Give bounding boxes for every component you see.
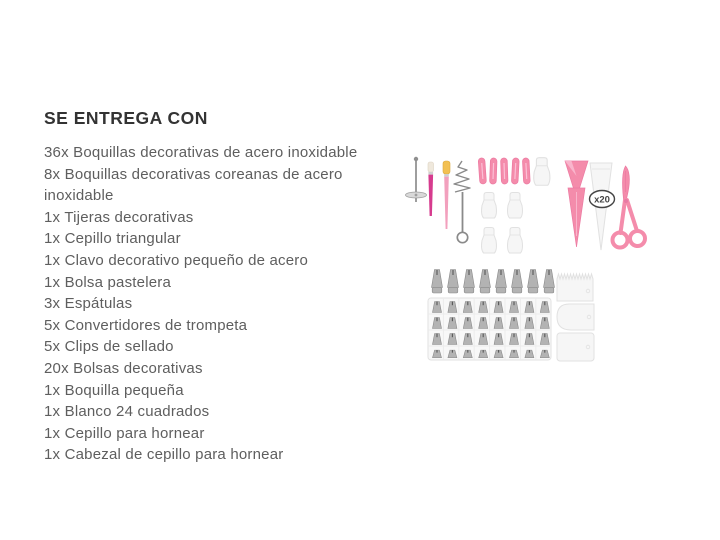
pastry-brush-graphic (443, 161, 450, 229)
disposable-bags-graphic (590, 163, 615, 250)
kit-item: 1x Boquilla pequeña (44, 381, 184, 399)
kit-item: 1x Tijeras decorativas (44, 208, 194, 226)
serrated-scraper-graphic (557, 274, 593, 301)
kit-item: 1x Clavo decorativo pequeño de acero (44, 251, 309, 269)
flower-nail-graphic (406, 157, 427, 202)
flower-scissors-graphic (613, 166, 646, 248)
spiral-brush-icon (454, 161, 470, 243)
decorating-brush-graphic (428, 162, 434, 216)
kit-item: 1x Cepillo para hornear (44, 424, 205, 442)
flat-scraper-graphic (557, 333, 594, 361)
kit-item: 1x Bolsa pastelera (44, 273, 172, 291)
kit-item: 3x Espátulas (44, 295, 133, 313)
round-scraper-graphic (557, 304, 594, 330)
nozzle-storage-tray-graphic (428, 298, 551, 360)
kit-item: 36x Boquillas decorativas de acero inoxidable (44, 144, 358, 161)
kit-item: 1x Blanco 24 cuadrados (44, 403, 210, 421)
bag-count-label: x20 (594, 194, 610, 206)
kit-item: 5x Clips de sellado (44, 338, 174, 356)
kit-item: 20x Bolsas decorativas (44, 359, 203, 377)
pink-piping-bag-graphic (565, 161, 588, 247)
section-title: SE ENTREGA CON (44, 108, 208, 128)
kit-item: 8x Boquillas decorativas coreanas de acero inoxidable (44, 165, 343, 205)
steel-nozzles-row-graphic (432, 270, 555, 294)
kit-item: 1x Cabezal de cepillo para hornear (44, 446, 284, 464)
delivery-contents-block (44, 108, 404, 466)
scrapers-graphic (557, 274, 594, 361)
kit-item: 5x Convertidores de trompeta (44, 316, 248, 334)
sealing-clips-graphic (478, 158, 530, 184)
kit-item: 1x Cepillo triangular (44, 230, 181, 248)
kit-list (44, 142, 404, 466)
product-image (395, 140, 665, 370)
